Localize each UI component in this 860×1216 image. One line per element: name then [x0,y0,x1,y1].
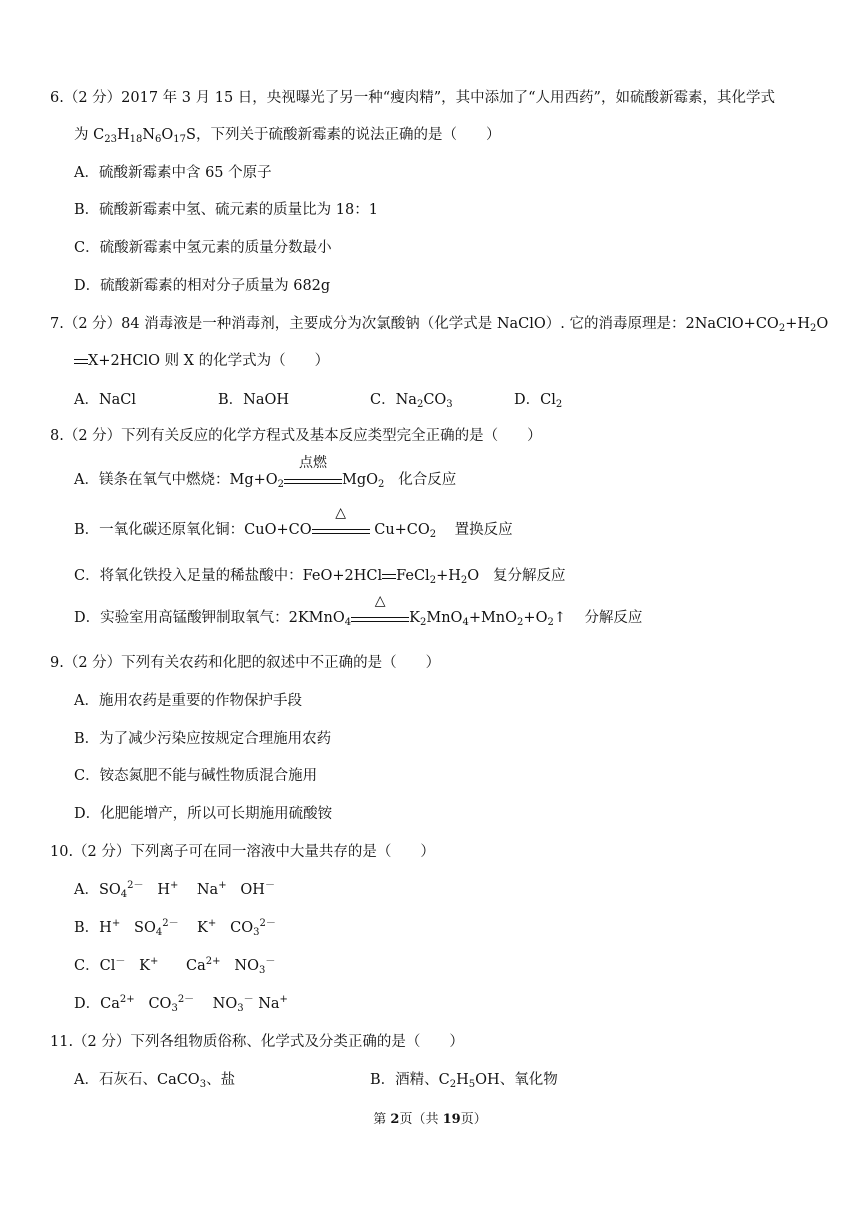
reaction-condition-sign: △ [312,520,370,540]
question-9-option-a[interactable]: A．施用农药是重要的作物保护手段 [74,693,302,709]
question-10-stem: 10.（2 分）下列离子可在同一溶液中大量共存的是（ ） [50,844,435,860]
page-footer: 第 2页（共 19页） [373,1112,487,1127]
question-8-option-a[interactable]: A．镁条在氧气中燃烧：$Mg+O_2$ 点燃 MgO$_2$ 化合反应 [74,455,457,490]
question-8-option-b[interactable]: B．一氧化碳还原氧化铜：CuO+CO △ $Cu+CO_2$ 置换反应 [74,505,513,540]
question-11-option-a[interactable]: A．石灰石、CaCO$_3$、盐 [74,1072,236,1090]
page-total: 19 [442,1112,461,1127]
question-9-option-b[interactable]: B．为了减少污染应按规定合理施用农药 [74,731,332,747]
question-6-stem: 6.（2 分）2017 年 3 月 15 日，央视曝光了另一种“瘦肉精”，其中添加了“人用西药”，如硫酸新霉素，其化学式 [50,90,775,106]
question-11-option-b[interactable]: B．酒精、$C_2H_5OH$、氧化物 [370,1072,558,1090]
question-9-option-c[interactable]: C．铵态氮肥不能与碱性物质混合施用 [74,768,318,784]
question-8-option-c[interactable]: C．将氧化铁投入足量的稀盐酸中：FeO+2HCl $FeCl_2+H_2O$ 复分解反应 [74,568,566,586]
question-10-option-a[interactable]: A．$SO_4^{2-}$ H+ Na+ OH－ [74,880,275,900]
question-8-option-d[interactable]: D．实验室用高锰酸钾制取氧气：2KMnO$_4$ △ $K_2MnO_4+MnO_2+O_2↑$ 分解反应 [74,593,643,628]
question-7-option-d[interactable]: D．$Cl_2$ [514,392,563,410]
question-6-option-a[interactable]: A．硫酸新霉素中含 65 个原子 [74,165,272,181]
reaction-condition-sign: △ [351,608,409,628]
question-7-option-b[interactable]: B．NaOH [218,392,290,408]
question-7-option-a[interactable]: A．NaCl [74,392,137,408]
equals-sign [382,574,396,579]
question-9-stem: 9.（2 分）下列有关农药和化肥的叙述中不正确的是（ ） [50,655,441,671]
question-9-option-d[interactable]: D．化肥能增产，所以可长期施用硫酸铵 [74,806,333,822]
question-6-option-d[interactable]: D．硫酸新霉素的相对分子质量为 682g [74,278,331,294]
question-7-stem: 7.（2 分）84 消毒液是一种消毒剂，主要成分为次氯酸钠（化学式是 NaClO）. 它的消毒原理是：$2NaClO+CO_2+H_2O$ [50,316,829,334]
question-10-option-b[interactable]: B．H+ $SO_4^{2-}$ K+ $CO_3^{2-}$ [74,918,276,938]
question-7-stem-line2: X+2HClO 则 X 的化学式为（ ） [74,351,329,371]
question-11-stem: 11.（2 分）下列各组物质俗称、化学式及分类正确的是（ ） [50,1034,464,1050]
gas-arrow-icon: ↑ [553,610,566,626]
question-7-option-c[interactable]: C．$Na_2CO_3$ [370,392,453,410]
question-10-option-c[interactable]: C．Cl－ K+ $Ca^{2+}$ $NO_3^-$ [74,956,276,976]
question-6-stem-line2: 为 $C_{23}H_{18}N_6O_{17}S$，下列关于硫酸新霉素的说法正确的是（ ） [74,127,501,145]
equals-sign [74,359,88,364]
page-number: 2 [390,1112,400,1127]
question-6-option-b[interactable]: B．硫酸新霉素中氢、硫元素的质量比为 18：1 [74,202,378,218]
question-10-option-d[interactable]: D．$Ca^{2+}$ $CO_3^{2-}$ $NO_3^-$ Na+ [74,994,288,1014]
question-8-stem: 8.（2 分）下列有关反应的化学方程式及基本反应类型完全正确的是（ ） [50,428,542,444]
question-6-option-c[interactable]: C．硫酸新霉素中氢元素的质量分数最小 [74,240,332,256]
reaction-condition-sign: 点燃 [284,470,342,490]
